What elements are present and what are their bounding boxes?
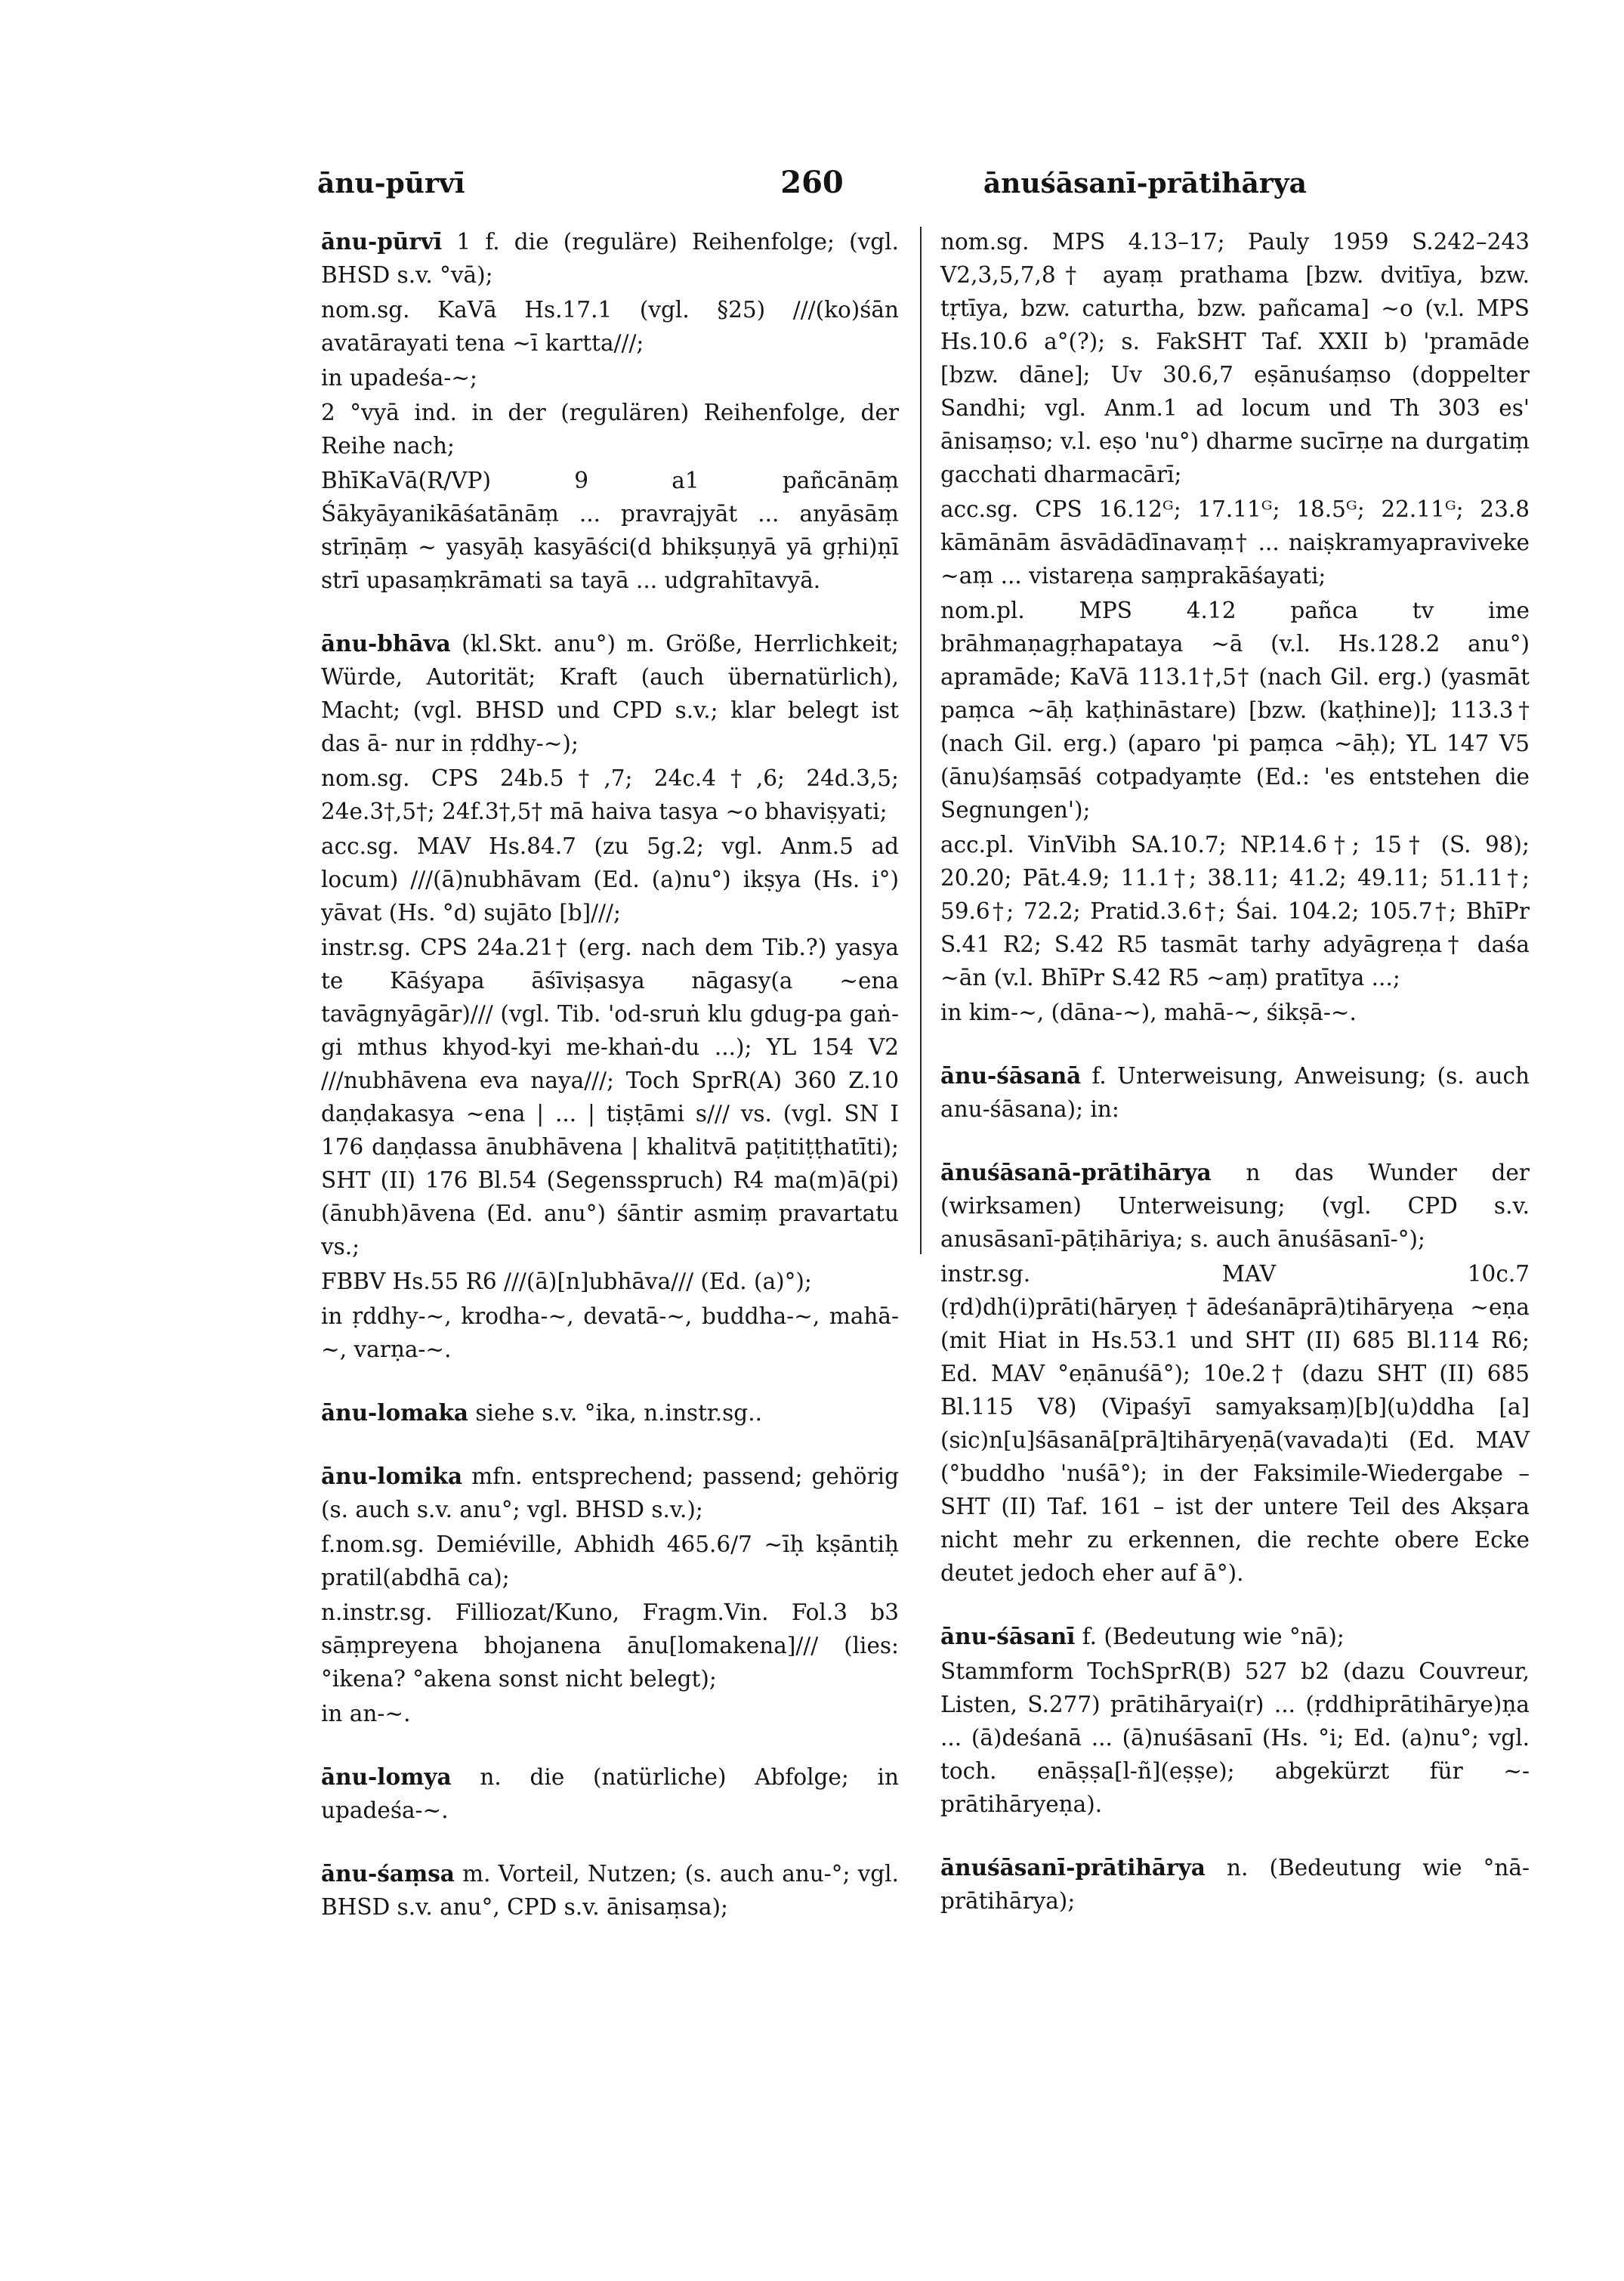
column-divider <box>920 227 922 1254</box>
dictionary-entry <box>321 1857 899 1924</box>
left-column <box>321 225 899 1954</box>
right-column <box>940 225 1530 1948</box>
entry-line: 2 °vyā ind. in der (regulären) Reihenfolge, der Reihe nach; <box>321 400 899 459</box>
entry-headword: ānuśāsanā-prātihārya <box>940 1159 1212 1185</box>
entry-line: instr.sg. CPS 24a.21† (erg. nach dem Tib.?) yasya te Kāśyapa āśīviṣasya nāgasy(a ~ena tavāgnyāgār)/// (vgl. Tib. 'od-sruṅ klu gdug-pa gaṅ-gi mthus khyod-kyi me-khaṅ-du ...); YL 154 V2 ///nubhāvena eva naya///; Toch SprR(A) 360 Z.10 daṇḍakasya ~ena | ... | tiṣṭāmi s/// vs. (vgl. SN I 176 daṇḍassa ānubhāvena | khalitvā paṭitiṭṭhatīti); SHT (II) 176 Bl.54 (Segensspruch) R4 ma(m)ā(pi) (ānubh)āvena (Ed. anu°) śāntir asmiṃ pravartatu vs.; <box>321 935 899 1259</box>
entry-line: n das Wunder der (wirksamen) Unterweisung; (vgl. CPD s.v. anusāsanī-pāṭihāriya; s. auch ānuśāsanī-°); <box>940 1160 1530 1252</box>
entry-headword: ānu-lomya <box>321 1763 452 1790</box>
entry-line: nom.sg. MPS 4.13–17; Pauly 1959 S.242–243 V2,3,5,7,8† ayaṃ prathama [bzw. dvitīya, bzw. tṛtīya, bzw. caturtha, bzw. pañcama] ~o (v.l. MPS Hs.10.6 a°(?); s. FakSHT Taf. XXII b) 'pramāde [bzw. dāne]; Uv 30.6,7 eṣānuśaṃso (doppelter Sandhi; vgl. Anm.1 ad locum und Th 303 es' ānisaṃso; v.l. eṣo 'nu°) dharme sucīrṇe na durgatiṃ gacchati dharmacārī; <box>940 229 1530 487</box>
running-head <box>317 165 1307 200</box>
entry-line: n.instr.sg. Filliozat/Kuno, Fragm.Vin. Fol.3 b3 sāṃpreyena bhojanena ānu[lomakena]/// (lies: °ikena? °akena sonst nicht belegt); <box>321 1599 899 1692</box>
dictionary-entry <box>940 1620 1530 1821</box>
entry-line: acc.sg. CPS 16.12ᴳ; 17.11ᴳ; 18.5ᴳ; 22.11ᴳ; 23.8 kāmānām āsvādādīnavaṃ† ... naiṣkramyapraviveke ~aṃ ... vistareṇa saṃprakāśayati; <box>940 496 1530 589</box>
entry-line: acc.sg. MAV Hs.84.7 (zu 5g.2; vgl. Anm.5 ad locum) ///(ā)nubhāvam (Ed. (a)nu°) ikṣya (Hs. i°) yāvat (Hs. °d) sujāto [b]///; <box>321 833 899 926</box>
entry-line: mfn. entsprechend; passend; gehörig (s. auch s.v. anu°; vgl. BHSD s.v.); <box>321 1463 899 1522</box>
entry-line: BhīKaVā(R/VP) 9 a1 pañcānāṃ Śākyāyanikāśatānāṃ ... pravrajyāt ... anyāsāṃ strīṇāṃ ~ yasyāḥ kasyāści(d bhikṣuṇyā yā gṛhi)ṇī strī upasaṃkrāmati sa tayā ... udgrahītavyā. <box>321 468 899 593</box>
entry-line: 1 f. die (reguläre) Reihenfolge; (vgl. BHSD s.v. °vā); <box>321 229 899 288</box>
entry-line: f.nom.sg. Demiéville, Abhidh 465.6/7 ~īḥ kṣāntiḥ pratil(abdhā ca); <box>321 1531 899 1590</box>
entry-line: n. (Bedeutung wie °nā-prātihārya); <box>940 1855 1530 1914</box>
dictionary-entry <box>321 1760 899 1827</box>
entry-line: siehe s.v. °ika, n.instr.sg.. <box>475 1400 762 1426</box>
dictionary-entry <box>940 1851 1530 1918</box>
entry-line: nom.sg. CPS 24b.5†,7; 24c.4†,6; 24d.3,5; 24e.3†,5†; 24f.3†,5† mā haiva tasya ~o bhaviṣyati; <box>321 765 899 824</box>
dictionary-entry <box>321 1396 899 1429</box>
entry-line: in upadeśa-~; <box>321 365 477 391</box>
entry-line: m. Vorteil, Nutzen; (s. auch anu-°; vgl. BHSD s.v. anu°, CPD s.v. ānisaṃsa); <box>321 1861 899 1920</box>
entry-line: in ṛddhy-~, krodha-~, devatā-~, buddha-~, mahā-~, varṇa-~. <box>321 1303 899 1362</box>
dictionary-entry <box>940 1059 1530 1126</box>
entry-headword: ānu-pūrvī <box>321 228 443 255</box>
dictionary-entry <box>321 627 899 1366</box>
entry-line: nom.sg. KaVā Hs.17.1 (vgl. §25) ///(ko)śān avatārayati tena ~ī kartta///; <box>321 297 899 356</box>
entry-headword: ānu-lomika <box>321 1463 463 1489</box>
running-head-left: ānu-pūrvī <box>317 168 465 199</box>
dictionary-entry <box>321 1460 899 1730</box>
entry-line: Stammform TochSprR(B) 527 b2 (dazu Couvreur, Listen, S.277) prātihāryai(r) ... (ṛddhiprātihārye)ṇa ... (ā)deśanā ... (ā)nuśāsanī (Hs. °i; Ed. (a)nu°; vgl. toch. enāṣṣa[l-ñ](eṣṣe); abgekürzt für ~-prātihāryeṇa). <box>940 1658 1530 1817</box>
dictionary-entry-continued <box>940 225 1530 1029</box>
entry-headword: ānu-bhāva <box>321 630 451 657</box>
entry-headword: ānu-śāsanā <box>940 1062 1082 1089</box>
entry-headword: ānu-lomaka <box>321 1399 469 1426</box>
entry-line: f. (Bedeutung wie °nā); <box>1082 1624 1345 1649</box>
entry-line: nom.pl. MPS 4.12 pañca tv ime brāhmaṇagṛhapataya ~ā (v.l. Hs.128.2 anu°) apramāde; KaVā 113.1†,5† (nach Gil. erg.) (yasmāt paṃca ~āḥ kaṭhināstare) [bzw. (kaṭhine)]; 113.3† (nach Gil. erg.) (aparo 'pi paṃca ~āḥ); YL 147 V5 (ānu)śaṃsāś cotpadyaṃte (Ed.: 'es entstehen die Segnungen'); <box>940 598 1530 823</box>
page-number: 260 <box>780 165 844 200</box>
entry-line: in an-~. <box>321 1701 411 1726</box>
entry-line: (kl.Skt. anu°) m. Größe, Herrlichkeit; Würde, Autorität; Kraft (auch übernatürlich), Macht; (vgl. BHSD und CPD s.v.; klar belegt ist das ā- nur in ṛddhy-~); <box>321 631 899 756</box>
entry-line: in kim-~, (dāna-~), mahā-~, śikṣā-~. <box>940 1000 1357 1025</box>
dictionary-entry <box>321 225 899 597</box>
dictionary-entry <box>940 1156 1530 1590</box>
entry-line: acc.pl. VinVibh SA.10.7; NP.14.6†; 15† (S. 98); 20.20; Pāt.4.9; 11.1†; 38.11; 41.2; 49.11; 51.11†; 59.6†; 72.2; Pratid.3.6†; Śai. 104.2; 105.7†; BhīPr S.41 R2; S.42 R5 tasmāt tarhy adyāgreṇa† daśa ~ān (v.l. BhīPr S.42 R5 ~aṃ) pratītya ...; <box>940 832 1530 991</box>
entry-line: FBBV Hs.55 R6 ///(ā)[n]ubhāva/// (Ed. (a)°); <box>321 1269 812 1294</box>
entry-headword: ānuśāsanī-prātihārya <box>940 1854 1206 1881</box>
running-head-right: ānuśāsanī-prātihārya <box>983 168 1307 199</box>
entry-line: n. die (natürliche) Abfolge; in upadeśa-~. <box>321 1764 899 1823</box>
entry-line: instr.sg. MAV 10c.7 (ṛd)dh(i)prāti(hāryeṇ†ādeśanāprā)tihāryeṇa ~eṇa (mit Hiat in Hs.53.1 und SHT (II) 685 Bl.114 R6; Ed. MAV °eṇānuśā°); 10e.2† (dazu SHT (II) 685 Bl.115 V8) (Vipaśyī samyaksaṃ)[b](u)ddha [a](sic)n[u]śāsanā[prā]tihāryeṇā(vavada)ti (Ed. MAV (°buddho 'nuśā°); in der Faksimile-Wiedergabe – SHT (II) Taf. 161 – ist der untere Teil des Akṣara nicht mehr zu erkennen, die rechte obere Ecke deutet jedoch eher auf ā°). <box>940 1261 1530 1586</box>
entry-line: f. Unterweisung, Anweisung; (s. auch anu-śāsana); in: <box>940 1063 1530 1122</box>
entry-headword: ānu-śaṃsa <box>321 1860 455 1887</box>
entry-headword: ānu-śāsanī <box>940 1623 1076 1649</box>
